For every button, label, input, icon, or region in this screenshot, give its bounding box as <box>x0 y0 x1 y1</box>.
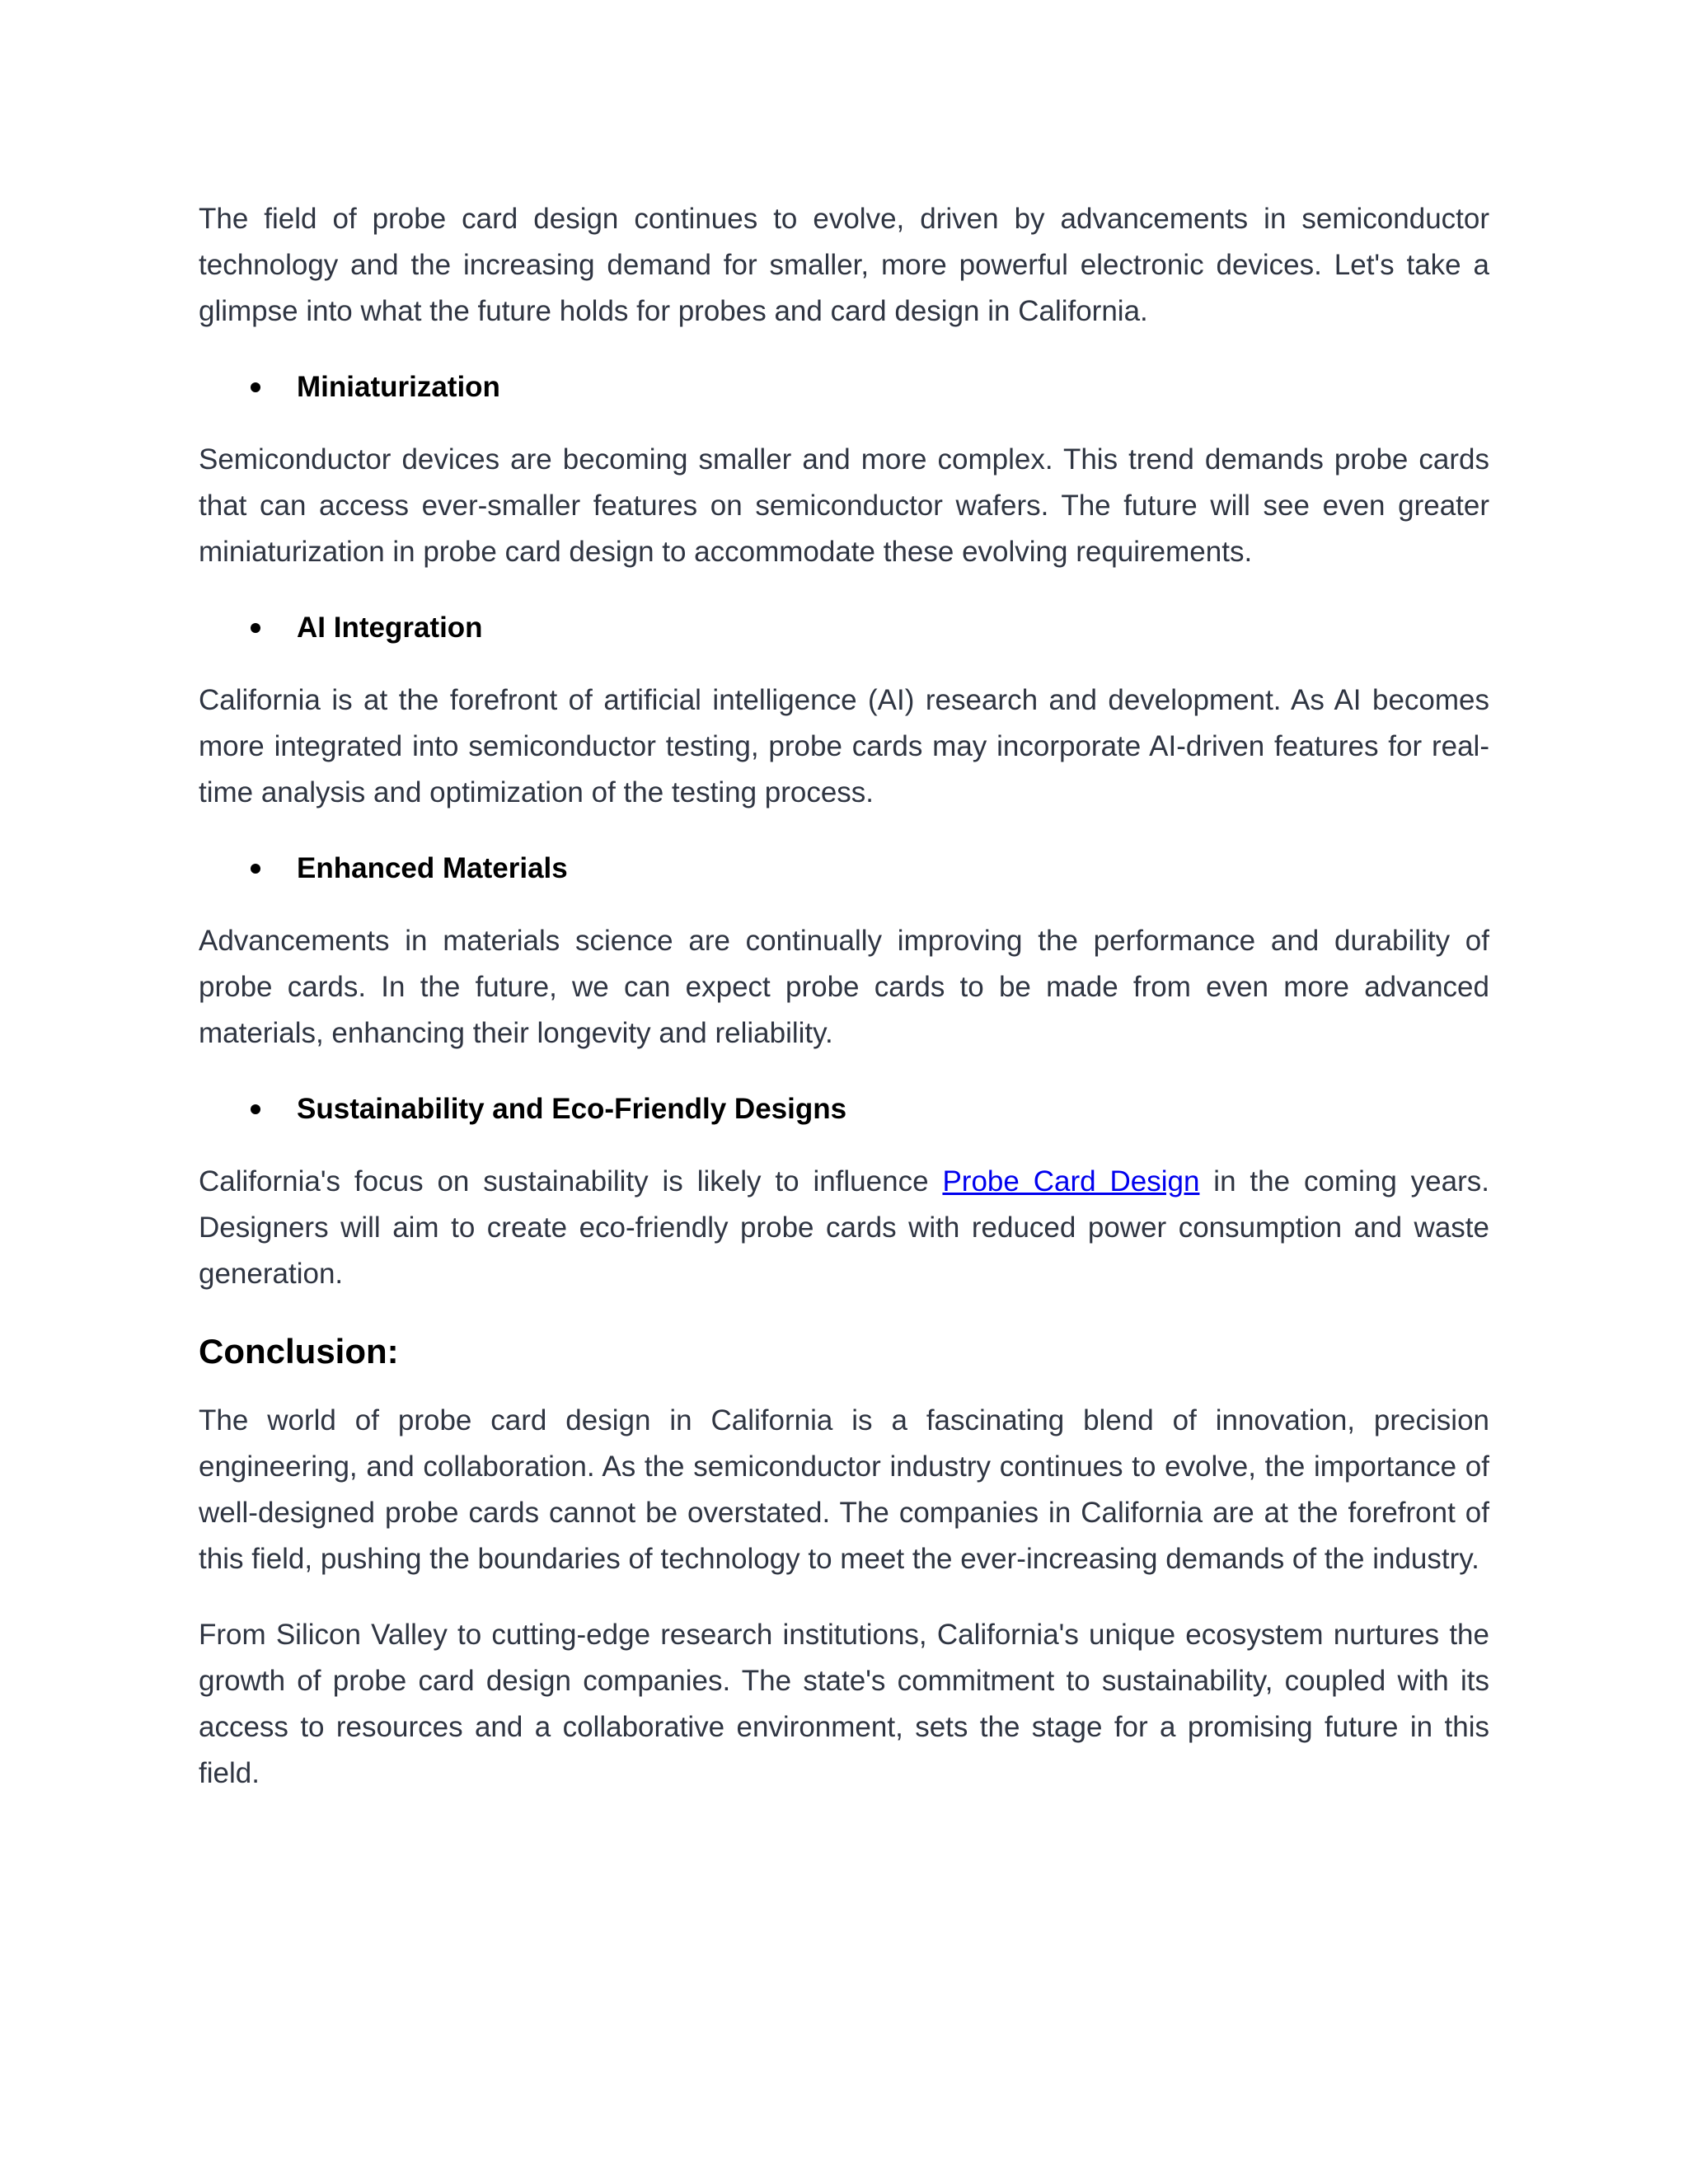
conclusion-heading: Conclusion: <box>199 1332 399 1371</box>
sustainability-text-before: California's focus on sustainability is likely to influence <box>199 1165 943 1197</box>
document-page <box>199 196 1489 1826</box>
bullet-heading-label: AI Integration <box>297 612 483 644</box>
probe-card-design-link[interactable]: Probe Card Design <box>942 1165 1200 1197</box>
bullet-heading-label: Sustainability and Eco-Friendly Designs <box>297 1093 847 1125</box>
bullet-heading-ai-integration <box>199 605 1489 651</box>
bullet-icon <box>251 382 260 392</box>
bullet-icon <box>251 864 260 874</box>
bullet-heading-sustainability <box>199 1086 1489 1132</box>
bullet-icon <box>251 1104 260 1114</box>
enhanced-materials-paragraph: Advancements in materials science are continually improving the performance and durability of probe cards. In the future, we can expect probe cards to be made from even more advanced materials, enhancing their longevity and reliability. <box>199 925 1489 1049</box>
bullet-heading-enhanced-materials <box>199 846 1489 892</box>
sustainability-text-after: in the coming years. Designers will aim to create eco-friendly probe cards with reduced power consumption and waste generation. <box>199 1165 1489 1290</box>
ai-integration-paragraph: California is at the forefront of artificial intelligence (AI) research and development. As AI becomes more integrated into semiconductor testing, probe cards may incorporate AI-driven features for real-time analysis and optimization of the testing process. <box>199 684 1489 808</box>
miniaturization-paragraph: Semiconductor devices are becoming smaller and more complex. This trend demands probe cards that can access ever-smaller features on semiconductor wafers. The future will see even greater miniaturization in probe card design to accommodate these evolving requirements. <box>199 443 1489 568</box>
bullet-heading-miniaturization <box>199 364 1489 410</box>
bullet-heading-label: Enhanced Materials <box>297 852 568 884</box>
bullet-icon <box>251 623 260 633</box>
sustainability-paragraph <box>199 1159 1489 1297</box>
conclusion-paragraph-2: From Silicon Valley to cutting-edge research institutions, California's unique ecosystem nurtures the growth of probe card design companies. The state's commitment to sustainability, coupled with its access to resources and a collaborative environment, sets the stage for a promising future in this field. <box>199 1619 1489 1789</box>
intro-paragraph: The field of probe card design continues to evolve, driven by advancements in semiconductor technology and the increasing demand for smaller, more powerful electronic devices. Let's take a glimpse into what the future holds for probes and card design in California. <box>199 203 1489 327</box>
conclusion-paragraph-1: The world of probe card design in California is a fascinating blend of innovation, precision engineering, and collaboration. As the semiconductor industry continues to evolve, the importance of well-designed probe cards cannot be overstated. The companies in California are at the forefront of this field, pushing the boundaries of technology to meet the ever-increasing demands of the industry. <box>199 1404 1489 1575</box>
bullet-heading-label: Miniaturization <box>297 371 500 403</box>
